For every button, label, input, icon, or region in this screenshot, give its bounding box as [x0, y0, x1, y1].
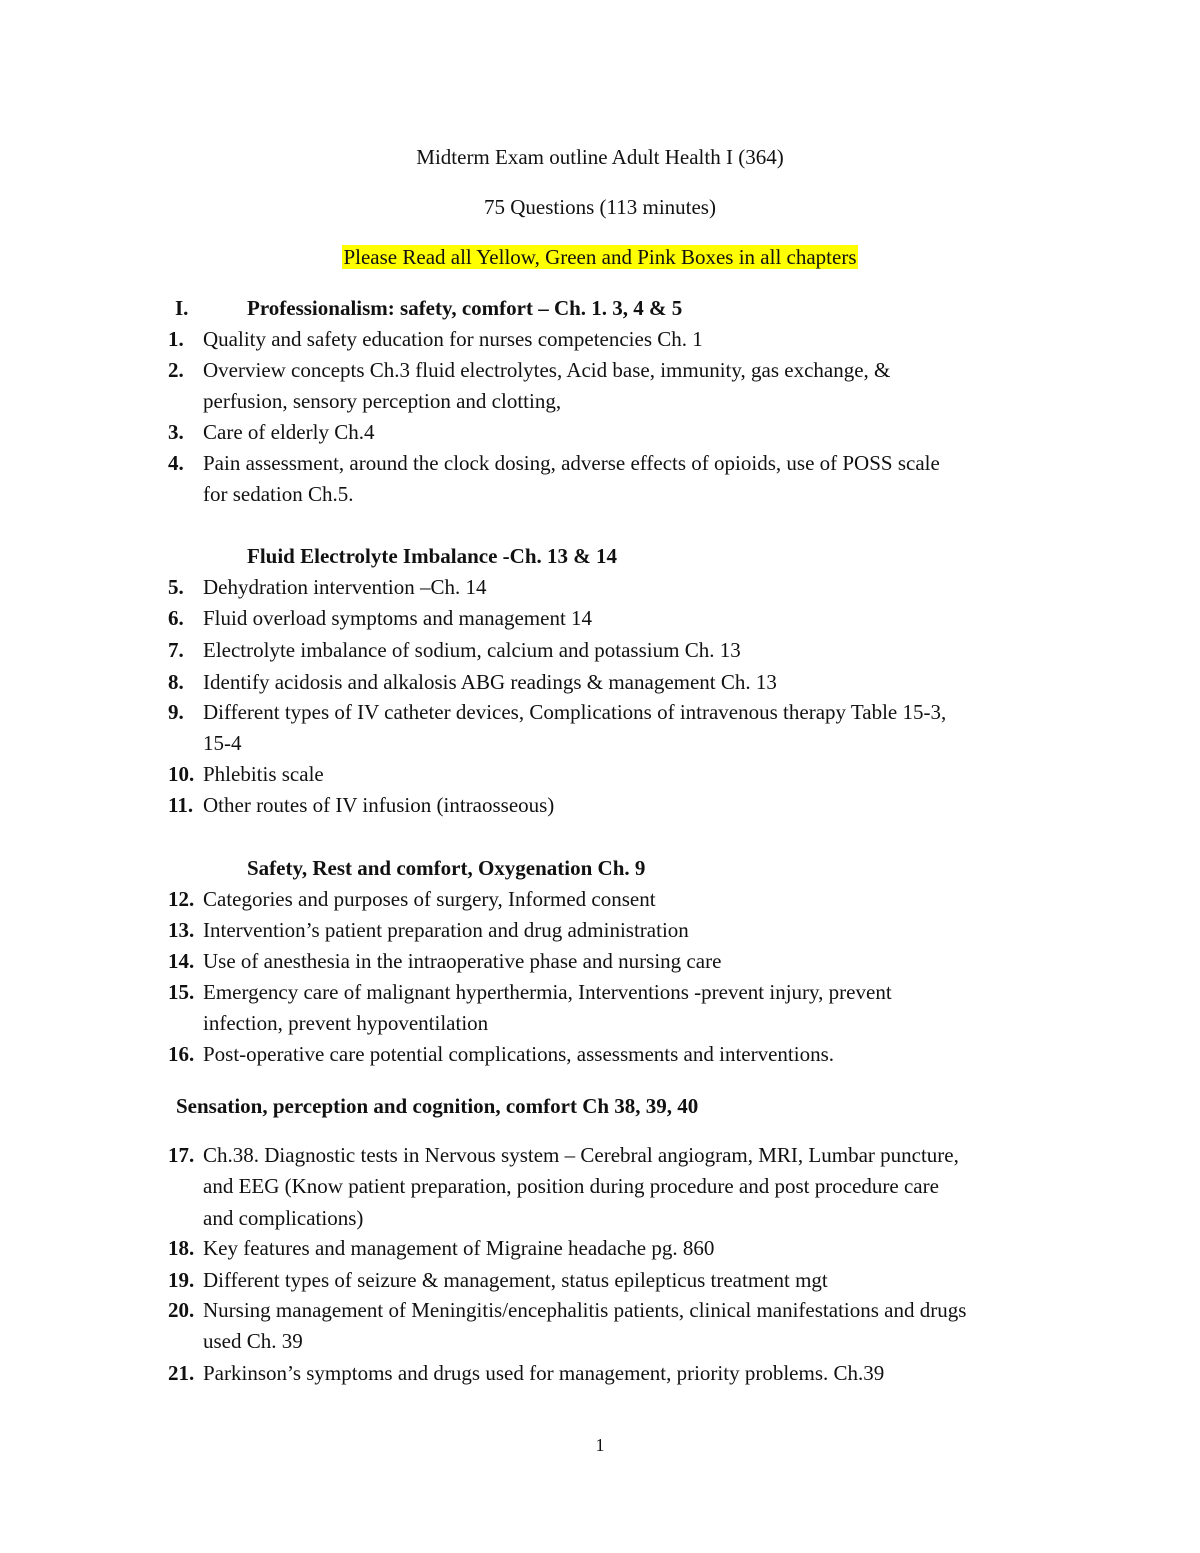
item-text: Different types of seizure & management, status epilepticus treatment mgt	[203, 1268, 828, 1292]
item-number: 14.	[168, 949, 195, 973]
item-text: Electrolyte imbalance of sodium, calcium and potassium Ch. 13	[203, 638, 741, 662]
item-text: Dehydration intervention –Ch. 14	[203, 575, 487, 599]
item-text: Different types of IV catheter devices, Complications of intravenous therapy Table 15-3,	[203, 700, 947, 724]
item-number: 6.	[168, 606, 184, 630]
item-number: 1.	[168, 327, 184, 351]
section-heading-sensation-perception: Sensation, perception and cognition, comfort Ch 38, 39, 40	[176, 1094, 699, 1118]
item-text: and EEG (Know patient preparation, position during procedure and post procedure care	[203, 1174, 939, 1198]
item-number: 20.	[168, 1298, 195, 1322]
section-heading-safety-rest-comfort: Safety, Rest and comfort, Oxygenation Ch. 9	[247, 856, 646, 880]
item-text: Post-operative care potential complications, assessments and interventions.	[203, 1042, 835, 1066]
item-number: 3.	[168, 420, 184, 444]
item-number: 19.	[168, 1268, 195, 1292]
item-text: Pain assessment, around the clock dosing, adverse effects of opioids, use of POSS scale	[203, 451, 940, 475]
item-text: Identify acidosis and alkalosis ABG readings & management Ch. 13	[203, 670, 777, 694]
item-text: Ch.38. Diagnostic tests in Nervous system – Cerebral angiogram, MRI, Lumbar puncture,	[203, 1143, 959, 1167]
item-number: 18.	[168, 1236, 195, 1260]
item-text: perfusion, sensory perception and clotting,	[203, 389, 562, 413]
item-number: 17.	[168, 1143, 195, 1167]
item-text: Phlebitis scale	[203, 762, 324, 786]
item-text: Key features and management of Migraine headache pg. 860	[203, 1236, 715, 1260]
item-number: 7.	[168, 638, 184, 662]
item-number: 8.	[168, 670, 184, 694]
highlight-notice-text: Please Read all Yellow, Green and Pink Boxes in all chapters	[343, 245, 857, 269]
section-heading-professionalism: Professionalism: safety, comfort – Ch. 1. 3, 4 & 5	[247, 296, 683, 320]
item-text: Emergency care of malignant hyperthermia, Interventions -prevent injury, prevent	[203, 980, 892, 1004]
section-roman-numeral: I.	[175, 296, 189, 320]
document-subtitle: 75 Questions (113 minutes)	[484, 195, 716, 219]
item-text: and complications)	[203, 1206, 364, 1230]
item-number: 15.	[168, 980, 195, 1004]
item-text: Parkinson’s symptoms and drugs used for management, priority problems. Ch.39	[203, 1361, 885, 1385]
highlight-notice	[0, 245, 1200, 270]
item-number: 5.	[168, 575, 184, 599]
item-text: Categories and purposes of surgery, Informed consent	[203, 887, 656, 911]
item-number: 9.	[168, 700, 184, 724]
item-number: 10.	[168, 762, 195, 786]
item-text: used Ch. 39	[203, 1329, 303, 1353]
item-number: 12.	[168, 887, 195, 911]
item-text: Overview concepts Ch.3 fluid electrolytes, Acid base, immunity, gas exchange, &	[203, 358, 891, 382]
item-text: Care of elderly Ch.4	[203, 420, 375, 444]
item-number: 11.	[168, 793, 194, 817]
item-number: 16.	[168, 1042, 195, 1066]
item-text: infection, prevent hypoventilation	[203, 1011, 489, 1035]
document-title: Midterm Exam outline Adult Health I (364)	[416, 145, 784, 169]
item-text: Use of anesthesia in the intraoperative phase and nursing care	[203, 949, 722, 973]
item-number: 13.	[168, 918, 195, 942]
page-number: 1	[595, 1435, 605, 1455]
item-number: 2.	[168, 358, 184, 382]
section-heading-fluid-electrolyte: Fluid Electrolyte Imbalance -Ch. 13 & 14	[247, 544, 618, 568]
item-text: Nursing management of Meningitis/encephalitis patients, clinical manifestations and drugs	[203, 1298, 967, 1322]
item-text: Fluid overload symptoms and management 14	[203, 606, 593, 630]
item-text: Intervention’s patient preparation and drug administration	[203, 918, 689, 942]
item-text: 15-4	[203, 731, 242, 755]
item-number: 21.	[168, 1361, 195, 1385]
item-text: for sedation Ch.5.	[203, 482, 354, 506]
item-number: 4.	[168, 451, 184, 475]
item-text: Other routes of IV infusion (intraosseous)	[203, 793, 555, 817]
item-text: Quality and safety education for nurses competencies Ch. 1	[203, 327, 703, 351]
